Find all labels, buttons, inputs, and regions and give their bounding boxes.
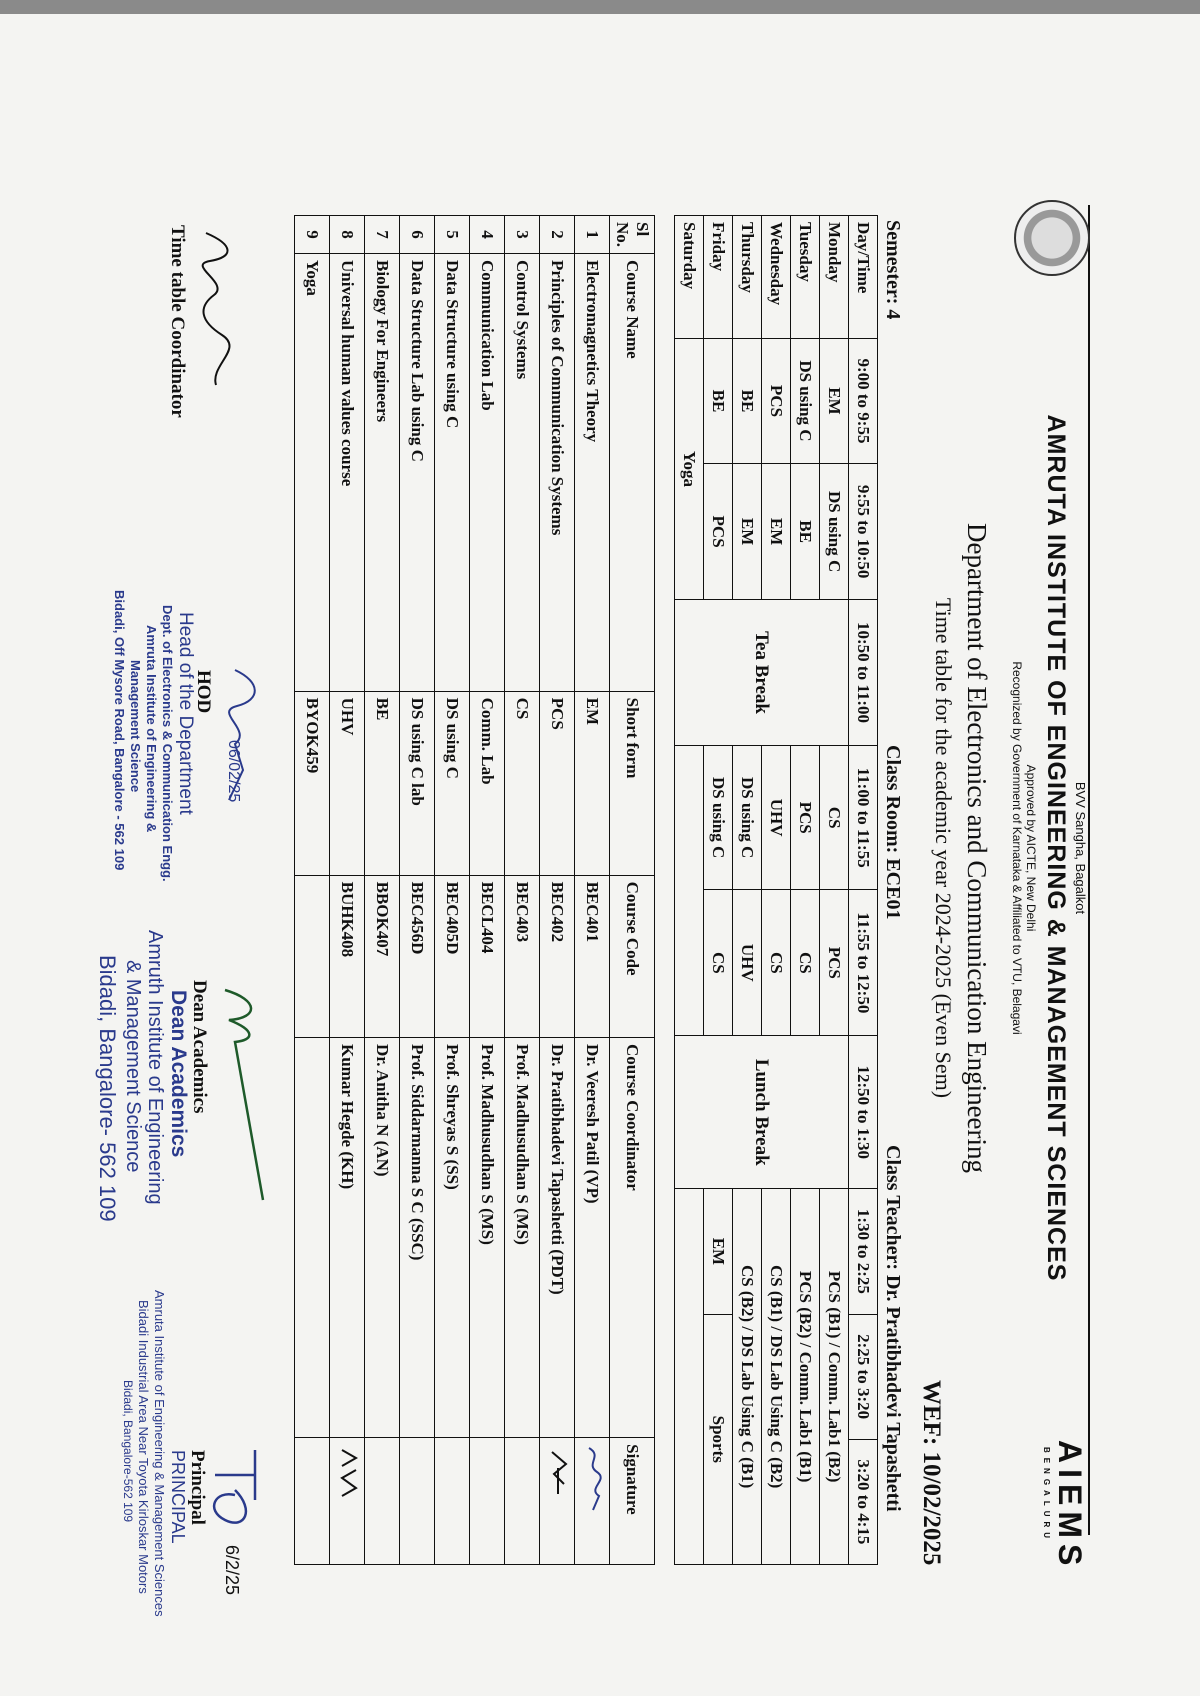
timetable-row-friday [704, 216, 733, 1565]
timetable-header-row [849, 216, 878, 1565]
course-short: DS using C lab [400, 691, 435, 875]
sports-cell: Sports [704, 1314, 733, 1564]
course-row [400, 216, 435, 1565]
course-coordinator: Dr. Pratibhadevi Tapashetti (PDT) [540, 1037, 575, 1437]
course-name: Principles of Communication Systems [540, 254, 575, 692]
principal-signature-icon [205, 1440, 265, 1540]
period-cell: CS [820, 745, 849, 890]
timetable-row-thursday [733, 216, 762, 1565]
signature-cell [295, 1438, 330, 1565]
dean-stamp-line: Bidadi, Bangalore- 562 109 [95, 955, 120, 1222]
course-coordinator: Prof. Shreyas S (SS) [435, 1037, 470, 1437]
tea-break-cell: Tea Break [675, 600, 849, 746]
course-code: BEC401 [575, 875, 610, 1037]
timetable-grid [674, 215, 878, 1565]
dean-stamp-line: & Management Science [122, 960, 144, 1173]
period-cell: PCS [704, 464, 733, 600]
timetable-row-wednesday [762, 216, 791, 1565]
period-cell: UHV [762, 745, 791, 890]
course-row [330, 216, 365, 1565]
hod-stamp-line: Dept. of Electronics & Communication Engg. [160, 605, 175, 882]
hod-stamp-line: Amruta Institute of Engineering & [144, 625, 159, 833]
dean-stamp-line: Dean Academics [167, 990, 190, 1158]
period-cell: PCS [762, 338, 791, 463]
slot-header: 9:55 to 10:50 [849, 464, 878, 600]
lunch-break-cell: Lunch Break [675, 1036, 849, 1189]
course-row [435, 216, 470, 1565]
department-title: Department of Electronics and Communication Engineering [962, 522, 992, 1174]
course-row [365, 216, 400, 1565]
course-short: PCS [540, 691, 575, 875]
signature-cell [330, 1438, 365, 1565]
course-row [470, 216, 505, 1565]
course-coordinator: Kumar Hegde (KH) [330, 1037, 365, 1437]
course-header: Signature [610, 1438, 655, 1565]
course-short: BE [365, 691, 400, 875]
period-cell: UHV [733, 890, 762, 1036]
course-row [505, 216, 540, 1565]
slot-header: 10:50 to 11:00 [849, 600, 878, 746]
course-header: Course Coordinator [610, 1037, 655, 1437]
course-code [295, 875, 330, 1037]
trust-name: BVV Sangha, Bagalkot [1073, 781, 1088, 915]
approval-text: Approved by AICTE, New Delhi [1024, 764, 1038, 932]
class-teacher-label: Class Teacher: Dr. Pratibhadevi Tapashetti [882, 1145, 904, 1512]
course-name: Control Systems [505, 254, 540, 692]
course-short: CS [505, 691, 540, 875]
period-cell: CS [791, 890, 820, 1036]
course-row [295, 216, 330, 1565]
period-cell: EM [704, 1189, 733, 1314]
aiems-logo-sub: BENGALURU [1042, 1446, 1051, 1544]
course-code: BECL404 [470, 875, 505, 1037]
period-cell: EM [762, 464, 791, 600]
class-room-label: Class Room: ECE01 [882, 745, 904, 920]
principal-stamp-line: Bidadi, Bangalore-562 109 [121, 1380, 135, 1523]
period-cell: PCS [820, 890, 849, 1036]
course-no: 8 [330, 216, 365, 254]
signature-scribble-icon [339, 1444, 361, 1514]
slot-header: 11:55 to 12:50 [849, 890, 878, 1036]
dean-stamp-line: Amruth Institute of Engineering [144, 930, 166, 1205]
coordinator-label: Time table Coordinator [167, 225, 188, 418]
course-row [575, 216, 610, 1565]
course-no: 1 [575, 216, 610, 254]
course-name: Data Structure Lab using C [400, 254, 435, 692]
period-cell: CS [704, 890, 733, 1036]
day-cell: Monday [820, 216, 849, 339]
period-cell: CS [762, 890, 791, 1036]
timetable-row-tuesday [791, 216, 820, 1565]
course-no: 3 [505, 216, 540, 254]
course-no: 7 [365, 216, 400, 254]
course-no: 9 [295, 216, 330, 254]
course-code: BEC456D [400, 875, 435, 1037]
lab-cell: CS (B2) / DS Lab Using C (B1) [733, 1189, 762, 1565]
course-coordinator: Dr. Anitha N (AN) [365, 1037, 400, 1437]
course-short: DS using C [435, 691, 470, 875]
course-header: Course Code [610, 875, 655, 1037]
course-name: Universal human values course [330, 254, 365, 692]
course-code: BEC405D [435, 875, 470, 1037]
signature-cell [575, 1438, 610, 1565]
course-short: Comm. Lab [470, 691, 505, 875]
course-no: 6 [400, 216, 435, 254]
course-name: Yoga [295, 254, 330, 692]
principal-stamp-line: Amruta Institute of Engineering & Management Sciences [152, 1290, 167, 1617]
course-header: Short form [610, 691, 655, 875]
lab-cell: CS (B1) / DS Lab Using C (B2) [762, 1189, 791, 1565]
course-row [540, 216, 575, 1565]
slot-header: 11:00 to 11:55 [849, 745, 878, 890]
timetable-row-monday [820, 216, 849, 1565]
principal-stamp-line: PRINCIPAL [168, 1450, 188, 1544]
day-cell: Friday [704, 216, 733, 339]
signature-cell [470, 1438, 505, 1565]
period-cell: DS using C [733, 745, 762, 890]
course-name: Biology For Engineers [365, 254, 400, 692]
course-code: BEC402 [540, 875, 575, 1037]
slot-header: Day/Time [849, 216, 878, 339]
course-name: Communication Lab [470, 254, 505, 692]
period-cell: PCS [791, 745, 820, 890]
course-short: EM [575, 691, 610, 875]
course-code: BEC403 [505, 875, 540, 1037]
course-code: BBOK407 [365, 875, 400, 1037]
course-coordinator: Prof. Siddarmanna S C (SSC) [400, 1037, 435, 1437]
course-no: 4 [470, 216, 505, 254]
course-header-row [610, 216, 655, 1565]
hod-stamp-line: Management Science [128, 660, 143, 793]
yoga-cell: Yoga [675, 338, 704, 599]
slot-header: 3:20 to 4:15 [849, 1439, 878, 1564]
dean-label: Dean Academics [189, 980, 210, 1114]
hod-stamp-line: Head of the Department [175, 612, 196, 815]
course-name: Data Structure using C [435, 254, 470, 692]
lab-cell: PCS (B1) / Comm. Lab1 (B2) [820, 1189, 849, 1565]
course-header: Sl No. [610, 216, 655, 254]
principal-date: 6/2/25 [222, 1545, 242, 1596]
course-name: Electromagnetics Theory [575, 254, 610, 692]
hod-stamp-line: Bidadi, Off Mysore Road, Bangalore - 562 109 [112, 590, 127, 871]
principal-stamp-line: Bidadi Industrial Area Near Toyota Kirloskar Motors [136, 1300, 151, 1594]
signature-scribble-icon [549, 1444, 571, 1514]
timetable-row-saturday [675, 216, 704, 1565]
lab-cell: PCS (B2) / Comm. Lab1 (B1) [791, 1189, 820, 1565]
period-cell [675, 745, 704, 1035]
course-no: 5 [435, 216, 470, 254]
day-cell: Wednesday [762, 216, 791, 339]
period-cell: DS using C [704, 745, 733, 890]
aiems-logo-text: AIEMS [1052, 1440, 1088, 1572]
coordinator-signature-icon [190, 225, 240, 395]
course-coordinator [295, 1037, 330, 1437]
recognition-text: Recognized by Government of Karnataka & Affiliated to VTU, Belagavi [1010, 661, 1024, 1035]
course-short: UHV [330, 691, 365, 875]
period-cell: BE [704, 338, 733, 463]
principal-label: Principal [187, 1450, 208, 1525]
course-table [294, 215, 655, 1565]
signature-scribble-icon [584, 1444, 606, 1514]
signature-cell [365, 1438, 400, 1565]
semester-label: Semester: 4 [882, 220, 904, 320]
dean-signature-icon [205, 970, 265, 1210]
day-cell: Thursday [733, 216, 762, 339]
course-coordinator: Dr. Veeresh Patil (VP) [575, 1037, 610, 1437]
day-cell: Tuesday [791, 216, 820, 339]
course-header: Course Name [610, 254, 655, 692]
wef-date: WEF: 10/02/2025 [918, 1380, 945, 1566]
slot-header: 2:25 to 3:20 [849, 1314, 878, 1439]
signature-cell [505, 1438, 540, 1565]
period-cell: BE [733, 338, 762, 463]
period-cell: EM [733, 464, 762, 600]
slot-header: 9:00 to 9:55 [849, 338, 878, 463]
period-cell: EM [820, 338, 849, 463]
signature-cell [540, 1438, 575, 1565]
hod-date: 06/02/25 [225, 740, 242, 803]
timetable-title: Time table for the academic year 2024-2025 (Even Sem) [931, 597, 956, 1099]
period-cell: DS using C [791, 338, 820, 463]
course-short: BYOK459 [295, 691, 330, 875]
course-code: BUHK408 [330, 875, 365, 1037]
institute-name: AMRUTA INSTITUTE OF ENGINEERING & MANAGEMENT SCIENCES [1042, 414, 1070, 1282]
period-cell [675, 1189, 704, 1565]
signature-cell [400, 1438, 435, 1565]
period-cell: DS using C [820, 464, 849, 600]
period-cell: BE [791, 464, 820, 600]
course-coordinator: Prof. Madhusudhan S (MS) [505, 1037, 540, 1437]
hod-label: HOD [193, 670, 214, 714]
course-no: 2 [540, 216, 575, 254]
day-cell: Saturday [675, 216, 704, 339]
signature-cell [435, 1438, 470, 1565]
slot-header: 12:50 to 1:30 [849, 1036, 878, 1189]
course-coordinator: Prof. Madhusudhan S (MS) [470, 1037, 505, 1437]
slot-header: 1:30 to 2:25 [849, 1189, 878, 1314]
